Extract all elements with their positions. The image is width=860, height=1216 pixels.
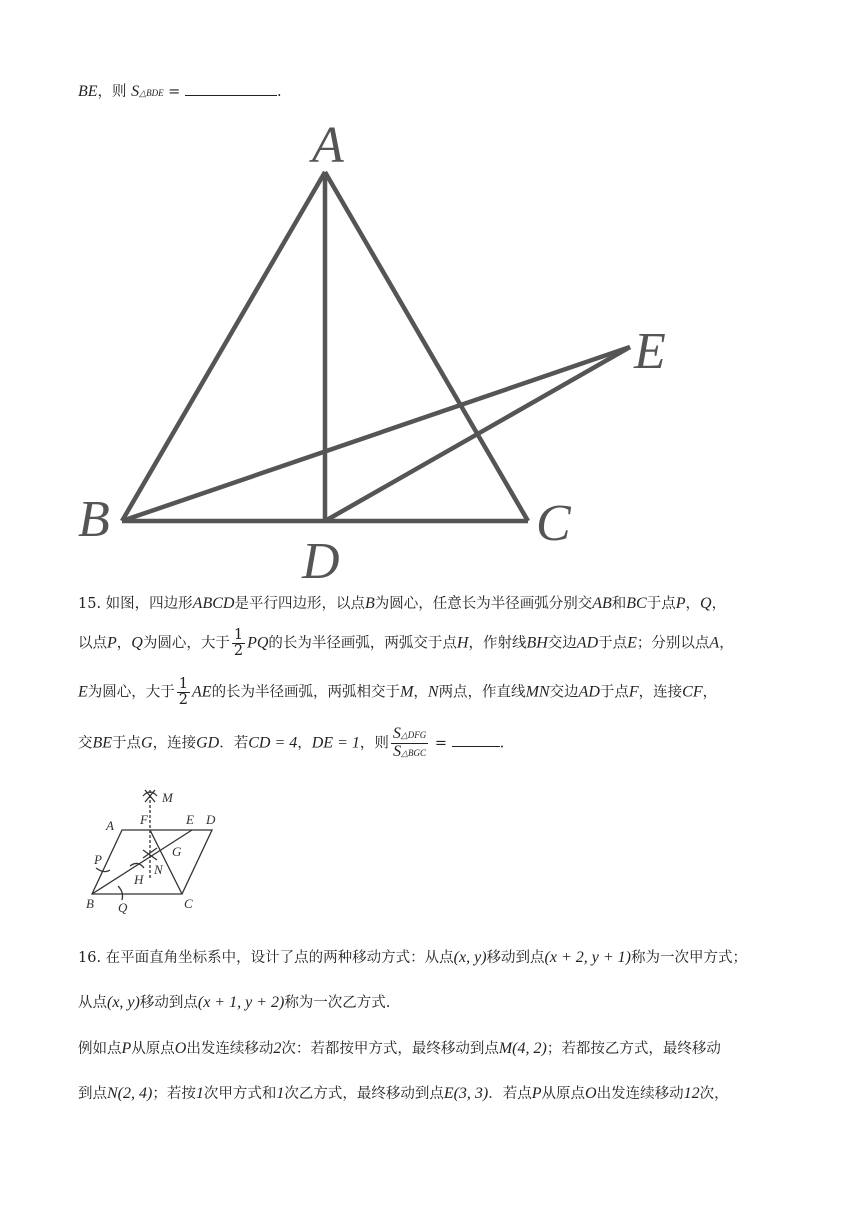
- q16-line-4: 到点N(2, 4)；若按1次甲方式和1次乙方式，最终移动到点E(3, 3)．若点P从原点O出发连续移动12次，: [78, 1085, 729, 1102]
- fig2-label-a: A: [106, 818, 114, 833]
- half-fraction-2: $\frac{1}{2}$: [178, 676, 189, 709]
- area-ratio-fraction: $\frac{\text{S△DFG}}{\text{S△BGC}}$: [392, 725, 427, 760]
- fig2-label-b: B: [86, 896, 94, 911]
- fig2-label-n: N: [154, 862, 163, 877]
- area-symbol: S: [131, 83, 140, 100]
- label-e: E: [634, 323, 666, 380]
- q15-line-1: 15. 如图，四边形ABCD是平行四边形，以点B为圆心，任意长为半径画弧分别交AB和BC于点P，Q，: [78, 595, 727, 612]
- fig2-label-c: C: [184, 896, 193, 911]
- q16-line-3: 例如点P从原点O出发连续移动2次：若都按甲方式，最终移动到点M(4, 2)；若都按乙方式，最终移动: [78, 1040, 721, 1057]
- segment-be: BE: [78, 83, 98, 100]
- fig2-label-d: D: [206, 812, 216, 827]
- arc-q: [118, 886, 123, 900]
- fig2-label-f: F: [140, 812, 148, 827]
- parallelogram-abcd: [92, 830, 212, 894]
- equals-sign: =: [163, 84, 185, 100]
- q15-line-3: E为圆心，大于 $\frac{1}{2}$ AE的长为半径画弧，两弧相交于M，N两点，作直线MN交边AD于点F，连接CF，: [78, 676, 718, 709]
- period: .: [276, 84, 282, 100]
- fig2-label-e: E: [186, 812, 194, 827]
- label-d: D: [302, 533, 340, 590]
- q16-line-1: 16. 在平面直角坐标系中，设计了点的两种移动方式：从点(x, y)移动到点(x + 2, y + 1)称为一次甲方式；: [78, 949, 747, 966]
- q15-line-4: 交BE于点G，连接GD．若CD = 4，DE = 1，则 $\frac{\text{S△DFG}}{\text{S△BGC}}$ = .: [78, 725, 505, 760]
- fig2-label-p: P: [94, 852, 102, 867]
- label-c: C: [536, 495, 571, 552]
- label-a: A: [312, 117, 344, 174]
- fig2-label-m: M: [162, 790, 173, 805]
- q14-text: ，则: [97, 84, 127, 100]
- fig2-label-g: G: [172, 844, 182, 859]
- q16-line-2: 从点(x, y)移动到点(x + 1, y + 2)称为一次乙方式.: [78, 994, 391, 1011]
- label-b: B: [78, 491, 110, 548]
- area-subscript: △BDE: [139, 88, 164, 98]
- q15-line-2: 以点P，Q为圆心，大于 $\frac{1}{2}$ PQ的长为半径画弧，两弧交于点H，作射线BH交边AD于点E；分别以点A，: [78, 627, 734, 660]
- half-fraction: $\frac{1}{2}$: [233, 627, 244, 660]
- fig2-label-q: Q: [118, 900, 128, 915]
- fig2-label-h: H: [134, 872, 144, 887]
